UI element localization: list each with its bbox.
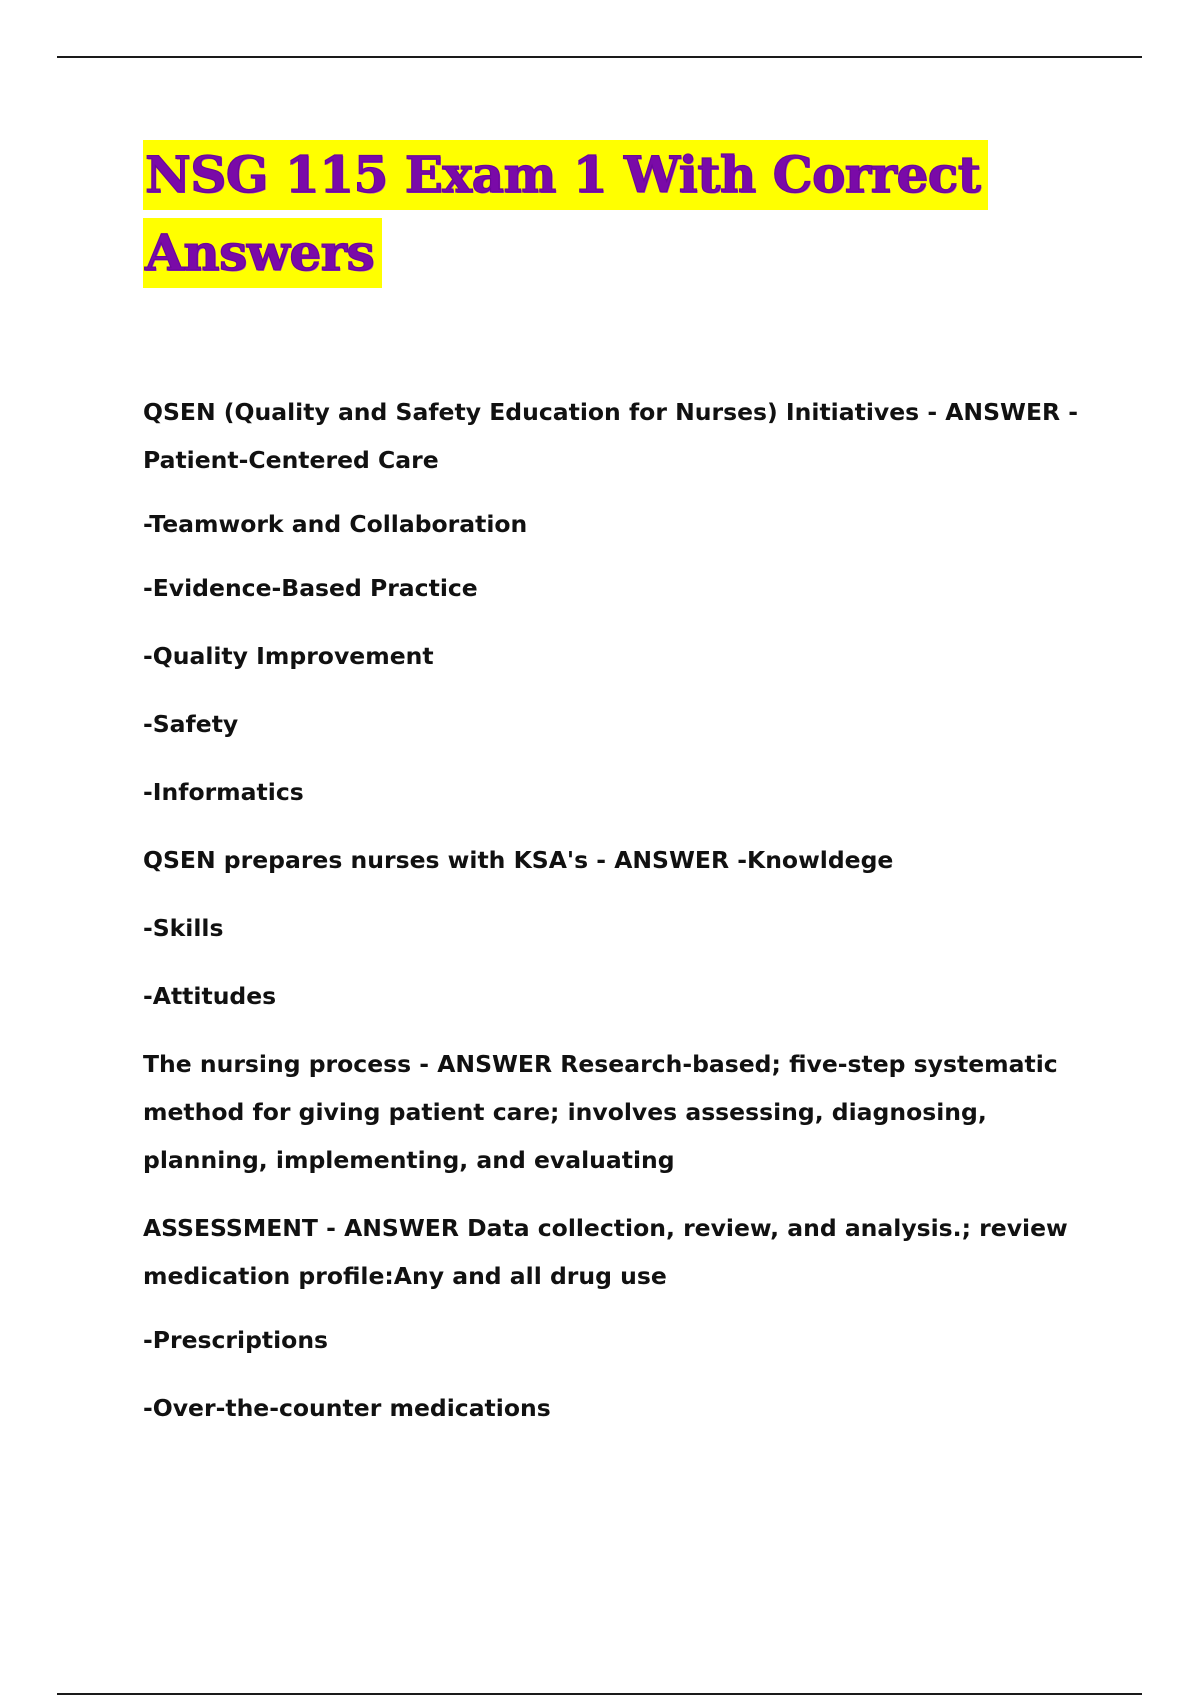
paragraph-attitudes: -Attitudes	[143, 982, 277, 1010]
paragraph-assessment: ASSESSMENT - ANSWER Data collection, review, and analysis.; review medication profile:Any and all drug use	[143, 1214, 1068, 1290]
title-line-2: Answers	[143, 218, 382, 288]
paragraph-teamwork: -Teamwork and Collaboration	[143, 510, 528, 538]
paragraph-ksa: QSEN prepares nurses with KSA's - ANSWER -Knowldege	[143, 846, 894, 874]
paragraph-qsen-initiatives: QSEN (Quality and Safety Education for Nurses) Initiatives - ANSWER -Patient-Centered Care	[143, 398, 1079, 474]
paragraph-safety: -Safety	[143, 710, 239, 738]
bottom-rule	[57, 1693, 1142, 1695]
top-rule	[57, 56, 1142, 58]
paragraph-evidence-based: -Evidence-Based Practice	[143, 574, 478, 602]
paragraph-informatics: -Informatics	[143, 778, 304, 806]
paragraph-prescriptions: -Prescriptions	[143, 1326, 329, 1354]
document-body	[143, 388, 1103, 1452]
document-title	[143, 140, 1083, 296]
paragraph-otc-medications: -Over-the-counter medications	[143, 1394, 551, 1422]
title-line-1: NSG 115 Exam 1 With Correct	[143, 140, 988, 210]
paragraph-quality-improvement: -Quality Improvement	[143, 642, 434, 670]
paragraph-skills: -Skills	[143, 914, 224, 942]
paragraph-nursing-process: The nursing process - ANSWER Research-based; five-step systematic method for giving patient care; involves assessing, diagnosing, planning, implementing, and evaluating	[143, 1050, 1058, 1174]
